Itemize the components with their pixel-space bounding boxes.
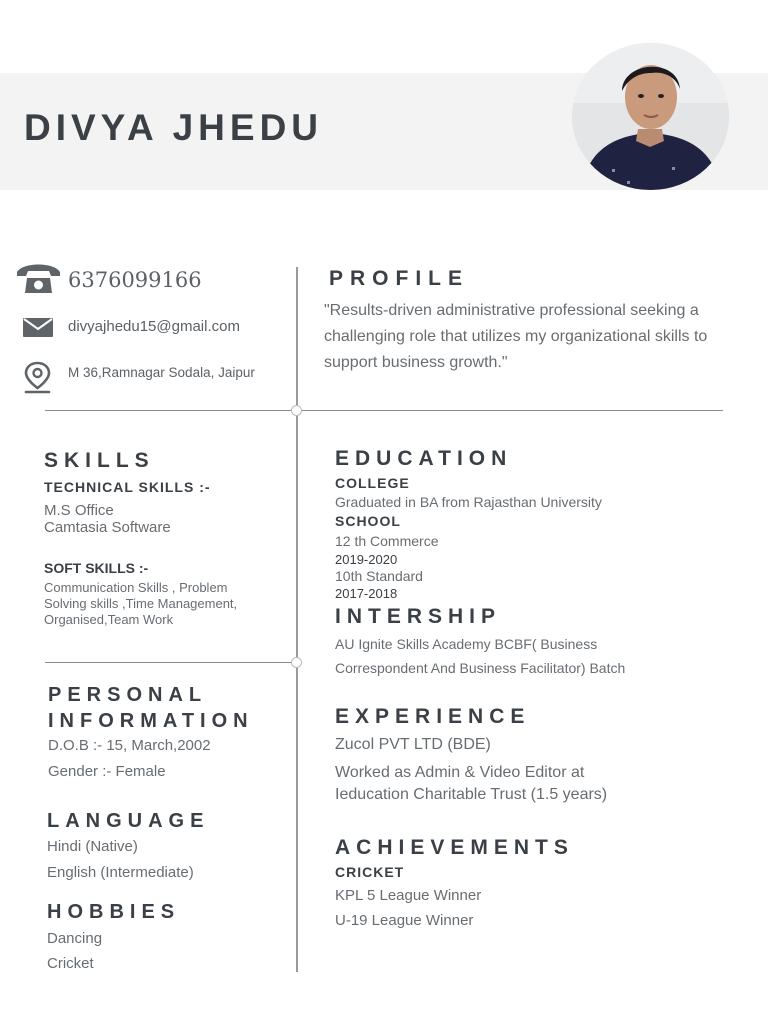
vertical-divider (296, 267, 298, 972)
profile-photo (572, 43, 729, 190)
college-detail: Graduated in BA from Rajasthan University (335, 494, 602, 510)
portrait-image (572, 43, 729, 190)
profile-line: "Results-driven administrative professional seeking a (324, 302, 699, 319)
horizontal-divider-left (45, 662, 295, 663)
achievements-category: CRICKET (335, 864, 405, 880)
date-of-birth: D.O.B :- 15, March,2002 (48, 737, 211, 754)
soft-skill-line: Organised,Team Work (44, 612, 174, 627)
hobby-item: Cricket (47, 955, 94, 972)
soft-skill-line: Solving skills ,Time Management, (44, 596, 238, 611)
soft-skills-list (44, 580, 237, 628)
technical-skill-item: Camtasia Software (44, 519, 171, 536)
internship-heading: INTERSHIP (335, 605, 502, 628)
location-pin-icon (22, 361, 53, 394)
school-title: SCHOOL (335, 513, 401, 529)
email-address: divyajhedu15@gmail.com (68, 318, 240, 335)
experience-line: Worked as Admin & Video Editor at (335, 764, 585, 781)
hobby-item: Dancing (47, 930, 103, 947)
horizontal-divider-top (45, 410, 723, 411)
home-address: M 36,Ramnagar Sodala, Jaipur (68, 365, 255, 380)
hobbies-heading: HOBBIES (47, 901, 181, 923)
achievement-item: U-19 League Winner (335, 912, 474, 929)
language-item: English (Intermediate) (47, 864, 194, 881)
personal-heading-line: PERSONAL (48, 684, 208, 706)
profile-summary (324, 298, 707, 376)
school-item-years: 2017-2018 (335, 586, 398, 601)
envelope-icon (23, 318, 53, 337)
profile-line: support business growth." (324, 354, 508, 371)
soft-skill-line: Communication Skills , Problem (44, 580, 228, 595)
experience-line: Ieducation Charitable Trust (1.5 years) (335, 786, 608, 803)
profile-heading: PROFILE (329, 267, 470, 290)
school-item-label: 10th Standard (335, 568, 423, 584)
telephone-icon (15, 262, 62, 294)
internship-line: Correspondent And Business Facilitator) Batch (335, 660, 626, 676)
gender: Gender :- Female (48, 763, 166, 780)
skills-heading: SKILLS (44, 449, 155, 472)
language-item: Hindi (Native) (47, 838, 138, 855)
candidate-name: DIVYA JHEDU (24, 107, 324, 148)
achievement-item: KPL 5 League Winner (335, 887, 482, 904)
school-item-label: 12 th Commerce (335, 533, 439, 549)
technical-skills-title: TECHNICAL SKILLS :- (44, 479, 211, 495)
phone-number: 6376099166 (68, 268, 202, 292)
personal-info-heading (48, 682, 254, 734)
personal-heading-line: INFORMATION (48, 710, 254, 732)
college-title: COLLEGE (335, 475, 410, 491)
achievements-heading: ACHIEVEMENTS (335, 836, 574, 859)
internship-line: AU Ignite Skills Academy BCBF( Business (335, 636, 598, 652)
experience-heading: EXPERIENCE (335, 705, 531, 728)
divider-dot (291, 405, 302, 416)
education-heading: EDUCATION (335, 447, 513, 470)
language-heading: LANGUAGE (47, 810, 210, 832)
technical-skill-item: M.S Office (44, 502, 114, 519)
soft-skills-title: SOFT SKILLS :- (44, 560, 149, 576)
experience-company: Zucol PVT LTD (BDE) (335, 736, 491, 753)
school-item-years: 2019-2020 (335, 552, 398, 567)
divider-dot (291, 657, 302, 668)
profile-line: challenging role that utilizes my organizational skills to (324, 328, 708, 345)
